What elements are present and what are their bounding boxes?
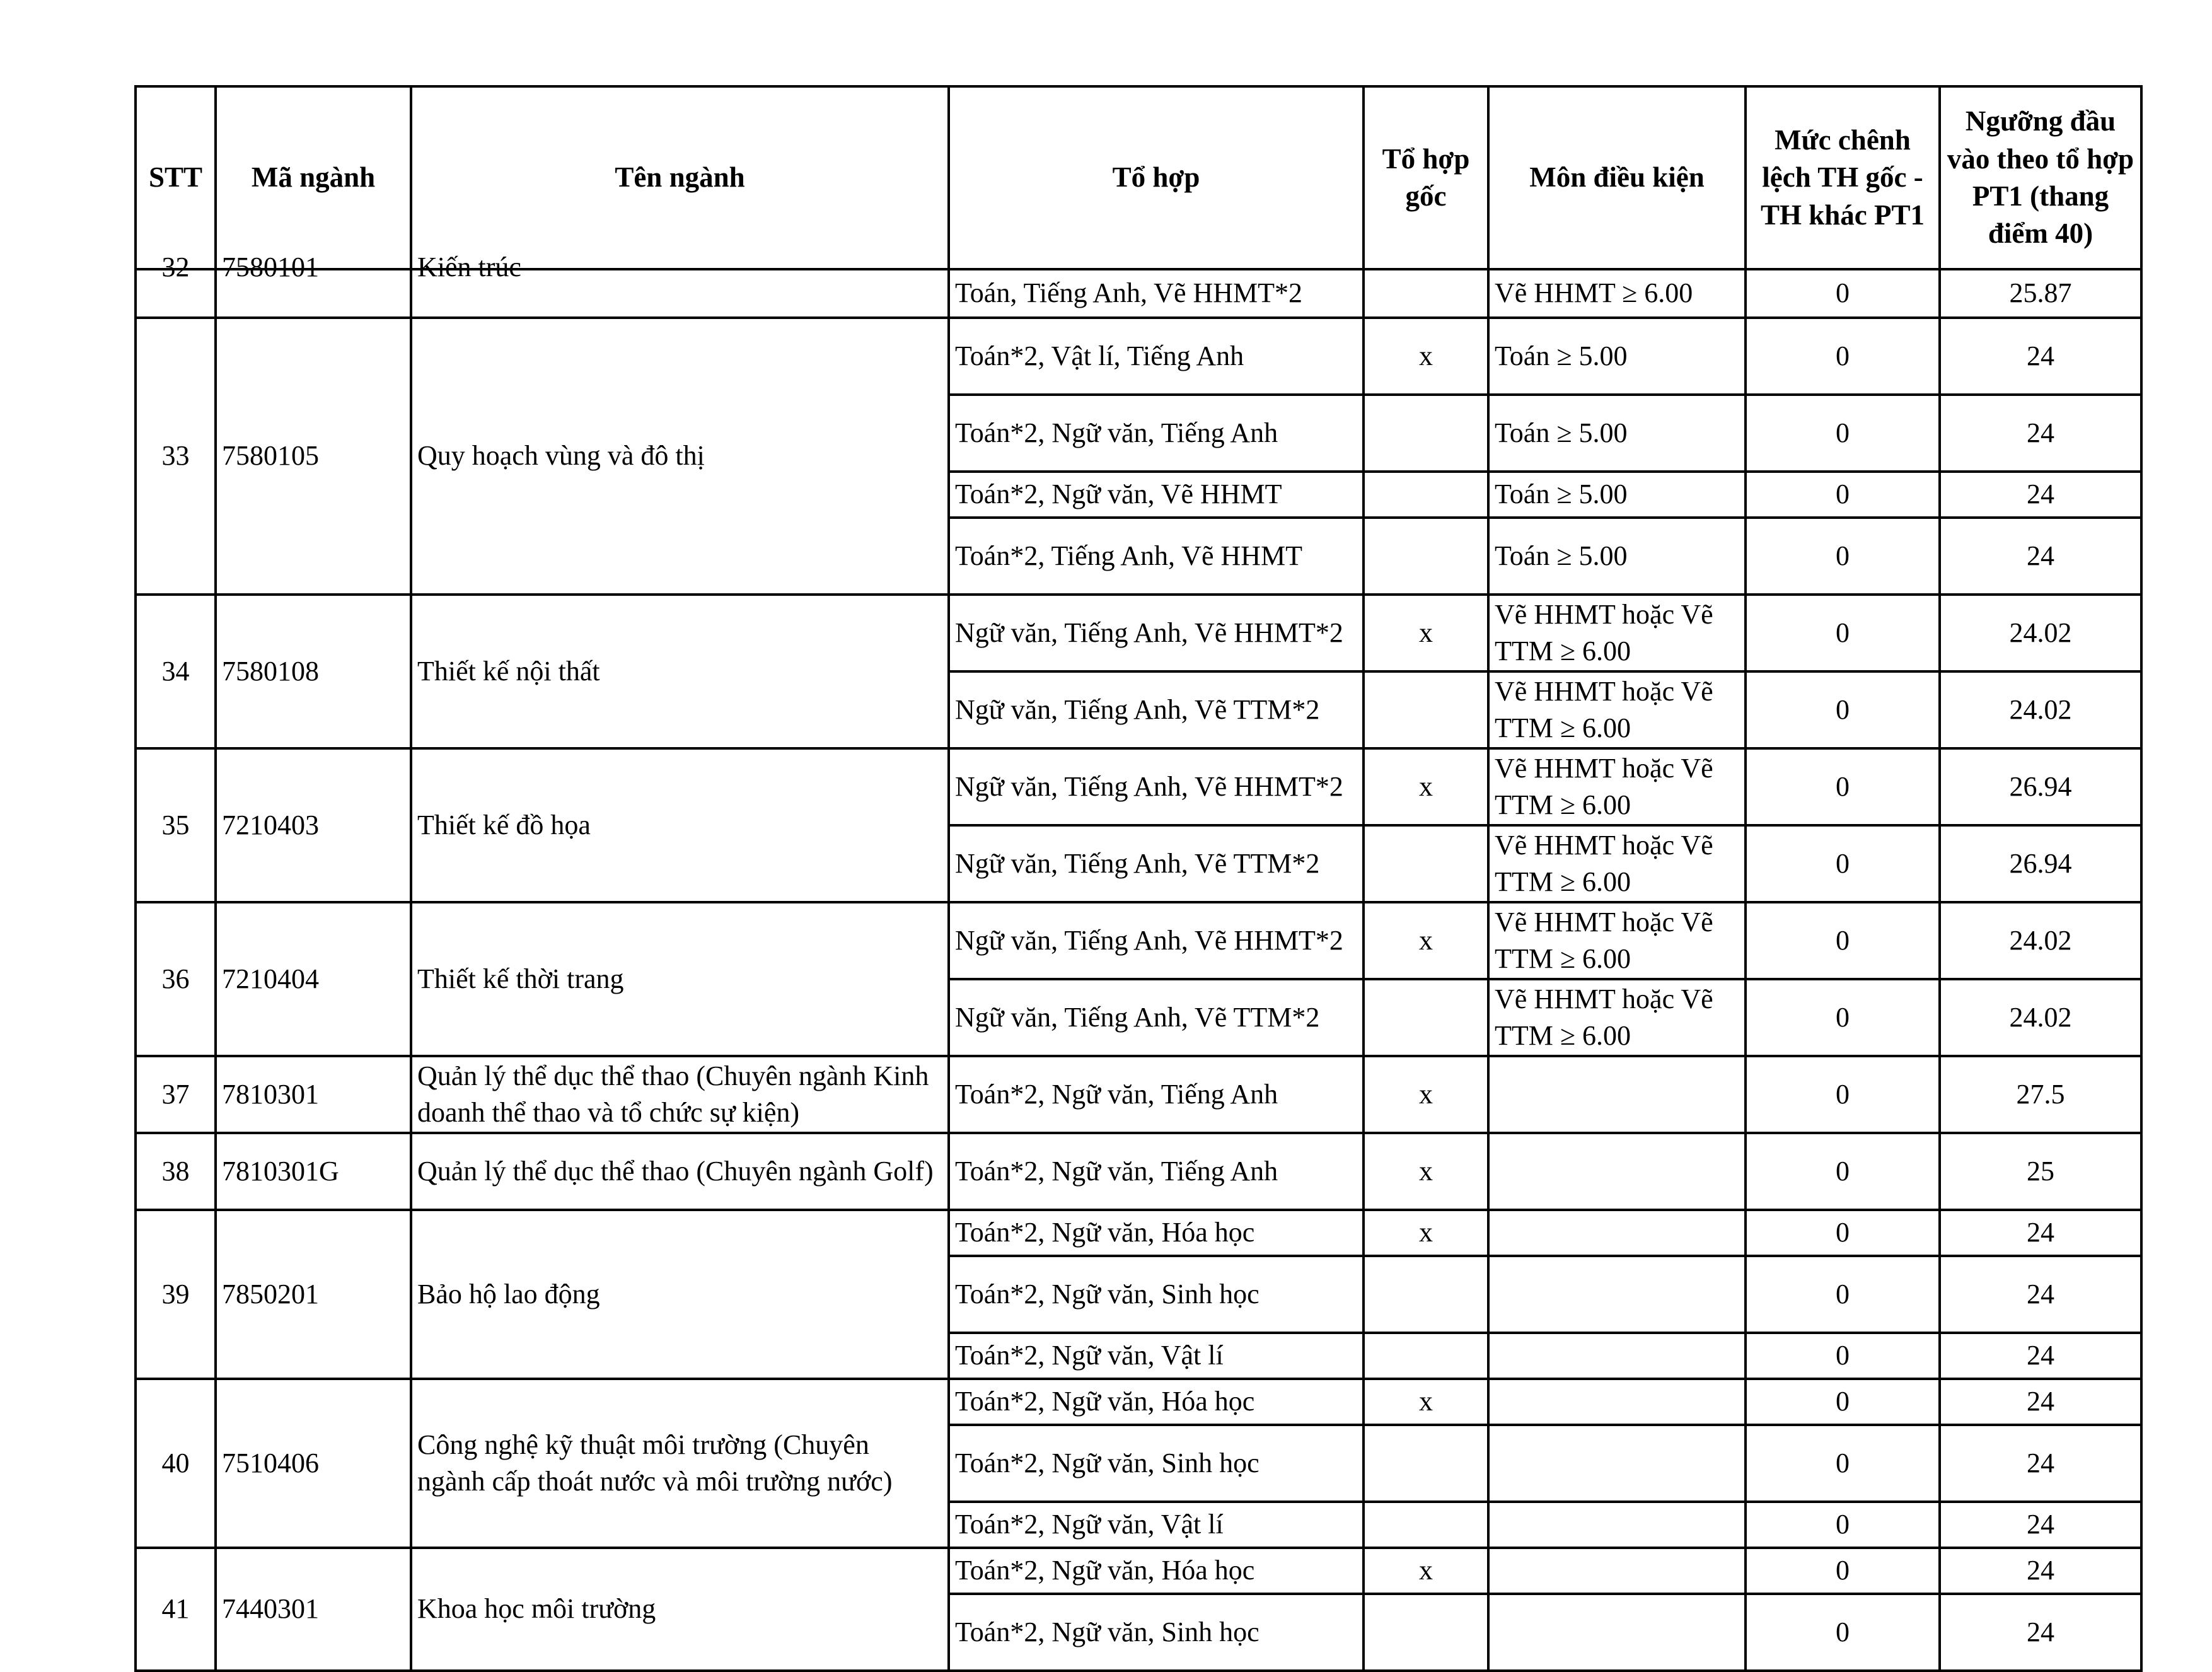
cell-ma: 7850201 <box>216 1210 411 1379</box>
cell-stt: 35 <box>136 748 216 902</box>
cell-chenh-lech: 0 <box>1746 1333 1940 1379</box>
cell-goc: x <box>1364 902 1488 979</box>
header-mon-dieu-kien: Môn điều kiện <box>1488 86 1746 269</box>
table-row <box>136 748 2141 825</box>
cell-to-hop: Ngữ văn, Tiếng Anh, Vẽ TTM*2 <box>949 671 1364 748</box>
cell-stt: 37 <box>136 1056 216 1133</box>
cell-ten <box>411 252 949 318</box>
cell-nguong: 24 <box>1940 1333 2141 1379</box>
cell-nguong: 27.5 <box>1940 1056 2141 1133</box>
cell-stt: 38 <box>136 1133 216 1210</box>
cell-nguong: 24.02 <box>1940 979 2141 1056</box>
cell-dieu-kien <box>1488 1502 1746 1548</box>
cell-chenh-lech: 0 <box>1746 1502 1940 1548</box>
table-row <box>136 595 2141 671</box>
cell-chenh-lech: 0 <box>1746 595 1940 671</box>
cell-chenh-lech: 0 <box>1746 1210 1940 1256</box>
header-nguong: Ngưỡng đầu vào theo tổ hợp PT1 (thang điểm 40) <box>1940 86 2141 269</box>
cell-dieu-kien <box>1488 1210 1746 1256</box>
cell-to-hop: Toán*2, Ngữ văn, Tiếng Anh <box>949 1133 1364 1210</box>
cell-to-hop: Toán*2, Ngữ văn, Vật lí <box>949 1333 1364 1379</box>
cell-ten: Quản lý thể dục thể thao (Chuyên ngành Golf) <box>411 1133 949 1210</box>
cell-chenh-lech: 0 <box>1746 825 1940 902</box>
cell-ten: Thiết kế nội thất <box>411 595 949 748</box>
cell-to-hop: Toán*2, Ngữ văn, Vẽ HHMT <box>949 472 1364 518</box>
cell-ma: 7580108 <box>216 595 411 748</box>
cell-dieu-kien <box>1488 1056 1746 1133</box>
cell-dieu-kien: Vẽ HHMT hoặc Vẽ TTM ≥ 6.00 <box>1488 595 1746 671</box>
cell-nguong: 25 <box>1940 1133 2141 1210</box>
cell-dieu-kien: Toán ≥ 5.00 <box>1488 395 1746 472</box>
cell-nguong: 26.94 <box>1940 825 2141 902</box>
cell-to-hop: Toán*2, Ngữ văn, Tiếng Anh <box>949 1056 1364 1133</box>
cell-ma: 7810301 <box>216 1056 411 1133</box>
cell-ten: Thiết kế đồ họa <box>411 748 949 902</box>
cell-goc <box>1364 395 1488 472</box>
cell-goc: x <box>1364 595 1488 671</box>
cell-nguong: 24 <box>1940 1594 2141 1671</box>
cell-nguong: 24.02 <box>1940 671 2141 748</box>
cell-ten: Bảo hộ lao động <box>411 1210 949 1379</box>
cell-dieu-kien: Vẽ HHMT hoặc Vẽ TTM ≥ 6.00 <box>1488 979 1746 1056</box>
cell-ma: 7210403 <box>216 748 411 902</box>
table-row <box>136 1210 2141 1256</box>
cell-goc: x <box>1364 1548 1488 1594</box>
cell-dieu-kien: Toán ≥ 5.00 <box>1488 318 1746 395</box>
cell-nguong: 24 <box>1940 1256 2141 1333</box>
cell-nguong: 24 <box>1940 1210 2141 1256</box>
cell-chenh-lech: 0 <box>1746 979 1940 1056</box>
cell-goc: x <box>1364 1379 1488 1425</box>
cell-ten: Công nghệ kỹ thuật môi trường (Chuyên ngành cấp thoát nước và môi trường nước) <box>411 1379 949 1548</box>
header-ma-nganh: Mã ngành <box>216 86 411 269</box>
cell-nguong: 24 <box>1940 395 2141 472</box>
cell-goc <box>1364 1594 1488 1671</box>
cell-chenh-lech: 0 <box>1746 395 1940 472</box>
cell-to-hop: Ngữ văn, Tiếng Anh, Vẽ HHMT*2 <box>949 748 1364 825</box>
cell-to-hop: Ngữ văn, Tiếng Anh, Vẽ HHMT*2 <box>949 595 1364 671</box>
header-ten-nganh: Tên ngành <box>411 86 949 269</box>
cell-chenh-lech: 0 <box>1746 1548 1940 1594</box>
cell-to-hop: Toán*2, Ngữ văn, Tiếng Anh <box>949 395 1364 472</box>
cell-dieu-kien <box>1488 1133 1746 1210</box>
cell-goc <box>1364 1333 1488 1379</box>
cell-to-hop: Ngữ văn, Tiếng Anh, Vẽ HHMT*2 <box>949 902 1364 979</box>
cell-to-hop: Toán*2, Ngữ văn, Hóa học <box>949 1379 1364 1425</box>
cell-chenh-lech: 0 <box>1746 1056 1940 1133</box>
cell-goc: x <box>1364 1056 1488 1133</box>
cell-chenh-lech: 0 <box>1746 902 1940 979</box>
cell-ten-text: Kiến trúc <box>417 252 521 282</box>
cell-dieu-kien: Vẽ HHMT hoặc Vẽ TTM ≥ 6.00 <box>1488 671 1746 748</box>
cell-stt: 39 <box>136 1210 216 1379</box>
cell-to-hop: Ngữ văn, Tiếng Anh, Vẽ TTM*2 <box>949 825 1364 902</box>
cell-ma: 7810301G <box>216 1133 411 1210</box>
cell-chenh-lech: 0 <box>1746 1256 1940 1333</box>
cell-stt: 41 <box>136 1548 216 1671</box>
cell-goc <box>1364 1425 1488 1502</box>
cell-stt: 40 <box>136 1379 216 1548</box>
cell-dieu-kien: Toán ≥ 5.00 <box>1488 518 1746 595</box>
cell-goc <box>1364 1256 1488 1333</box>
cell-to-hop: Toán*2, Ngữ văn, Sinh học <box>949 1425 1364 1502</box>
cell-chenh-lech: 0 <box>1746 1425 1940 1502</box>
table-row <box>136 1133 2141 1210</box>
cell-stt: 33 <box>136 318 216 595</box>
table-row-partial <box>136 269 2141 318</box>
cell-chenh-lech: 0 <box>1746 1133 1940 1210</box>
table-row <box>136 1056 2141 1133</box>
cell-chenh-lech: 0 <box>1746 748 1940 825</box>
cell-nguong: 24.02 <box>1940 902 2141 979</box>
table-header-row <box>136 86 2141 269</box>
cell-dieu-kien <box>1488 1548 1746 1594</box>
cell-to-hop: Toán*2, Ngữ văn, Hóa học <box>949 1548 1364 1594</box>
cell-dieu-kien: Vẽ HHMT ≥ 6.00 <box>1488 269 1746 318</box>
cell-goc <box>1364 518 1488 595</box>
cell-nguong: 24 <box>1940 518 2141 595</box>
cell-ma-text: 7580101 <box>222 252 319 282</box>
cell-dieu-kien <box>1488 1379 1746 1425</box>
cell-nguong: 26.94 <box>1940 748 2141 825</box>
cell-chenh-lech: 0 <box>1746 671 1940 748</box>
cell-goc <box>1364 269 1488 318</box>
cell-to-hop: Toán*2, Ngữ văn, Hóa học <box>949 1210 1364 1256</box>
cell-chenh-lech: 0 <box>1746 1379 1940 1425</box>
cell-goc: x <box>1364 1133 1488 1210</box>
cell-chenh-lech: 0 <box>1746 472 1940 518</box>
cell-nguong: 24 <box>1940 1425 2141 1502</box>
header-stt: STT <box>136 86 216 269</box>
cell-nguong: 24 <box>1940 1502 2141 1548</box>
cell-stt-text: 32 <box>161 252 190 282</box>
cell-chenh-lech: 0 <box>1746 269 1940 318</box>
header-to-hop-goc: Tổ hợp gốc <box>1364 86 1488 269</box>
table-row <box>136 1379 2141 1425</box>
cell-goc <box>1364 671 1488 748</box>
cell-dieu-kien: Vẽ HHMT hoặc Vẽ TTM ≥ 6.00 <box>1488 825 1746 902</box>
cell-to-hop: Toán*2, Ngữ văn, Sinh học <box>949 1594 1364 1671</box>
cell-ma: 7580105 <box>216 318 411 595</box>
cell-ten: Quản lý thể dục thể thao (Chuyên ngành Kinh doanh thể thao và tổ chức sự kiện) <box>411 1056 949 1133</box>
cell-nguong: 24.02 <box>1940 595 2141 671</box>
table-row <box>136 1548 2141 1594</box>
cell-nguong: 25.87 <box>1940 269 2141 318</box>
cell-to-hop: Toán*2, Ngữ văn, Vật lí <box>949 1502 1364 1548</box>
table-row <box>136 318 2141 395</box>
table-row <box>136 902 2141 979</box>
table-body <box>136 252 2141 1671</box>
cell-dieu-kien <box>1488 1425 1746 1502</box>
cell-chenh-lech: 0 <box>1746 318 1940 395</box>
cell-to-hop: Toán*2, Ngữ văn, Sinh học <box>949 1256 1364 1333</box>
header-to-hop: Tổ hợp <box>949 86 1364 269</box>
cell-goc <box>1364 1502 1488 1548</box>
cell-goc: x <box>1364 748 1488 825</box>
cell-dieu-kien: Vẽ HHMT hoặc Vẽ TTM ≥ 6.00 <box>1488 902 1746 979</box>
cell-goc: x <box>1364 1210 1488 1256</box>
cell-stt: 34 <box>136 595 216 748</box>
cell-dieu-kien <box>1488 1333 1746 1379</box>
cell-nguong: 24 <box>1940 1379 2141 1425</box>
cell-ma: 7440301 <box>216 1548 411 1671</box>
cell-nguong: 24 <box>1940 318 2141 395</box>
cell-dieu-kien <box>1488 1256 1746 1333</box>
cell-ma: 7510406 <box>216 1379 411 1548</box>
cell-stt <box>136 252 216 318</box>
admission-threshold-table <box>134 85 2143 1672</box>
cell-to-hop: Toán*2, Vật lí, Tiếng Anh <box>949 318 1364 395</box>
cell-stt: 36 <box>136 902 216 1056</box>
cell-goc: x <box>1364 318 1488 395</box>
cell-goc <box>1364 979 1488 1056</box>
cell-ten: Quy hoạch vùng và đô thị <box>411 318 949 595</box>
cell-dieu-kien <box>1488 1594 1746 1671</box>
cell-goc <box>1364 825 1488 902</box>
cell-ten: Khoa học môi trường <box>411 1548 949 1671</box>
cell-nguong: 24 <box>1940 1548 2141 1594</box>
cell-to-hop: Ngữ văn, Tiếng Anh, Vẽ TTM*2 <box>949 979 1364 1056</box>
cell-ma: 7210404 <box>216 902 411 1056</box>
cell-to-hop: Toán, Tiếng Anh, Vẽ HHMT*2 <box>949 269 1364 318</box>
cell-dieu-kien: Toán ≥ 5.00 <box>1488 472 1746 518</box>
cell-chenh-lech: 0 <box>1746 1594 1940 1671</box>
cell-nguong: 24 <box>1940 472 2141 518</box>
header-muc-chenh-lech: Mức chênh lệch TH gốc - TH khác PT1 <box>1746 86 1940 269</box>
cell-ma <box>216 252 411 318</box>
cell-goc <box>1364 472 1488 518</box>
cell-to-hop: Toán*2, Tiếng Anh, Vẽ HHMT <box>949 518 1364 595</box>
cell-dieu-kien: Vẽ HHMT hoặc Vẽ TTM ≥ 6.00 <box>1488 748 1746 825</box>
cell-ten: Thiết kế thời trang <box>411 902 949 1056</box>
cell-chenh-lech: 0 <box>1746 518 1940 595</box>
